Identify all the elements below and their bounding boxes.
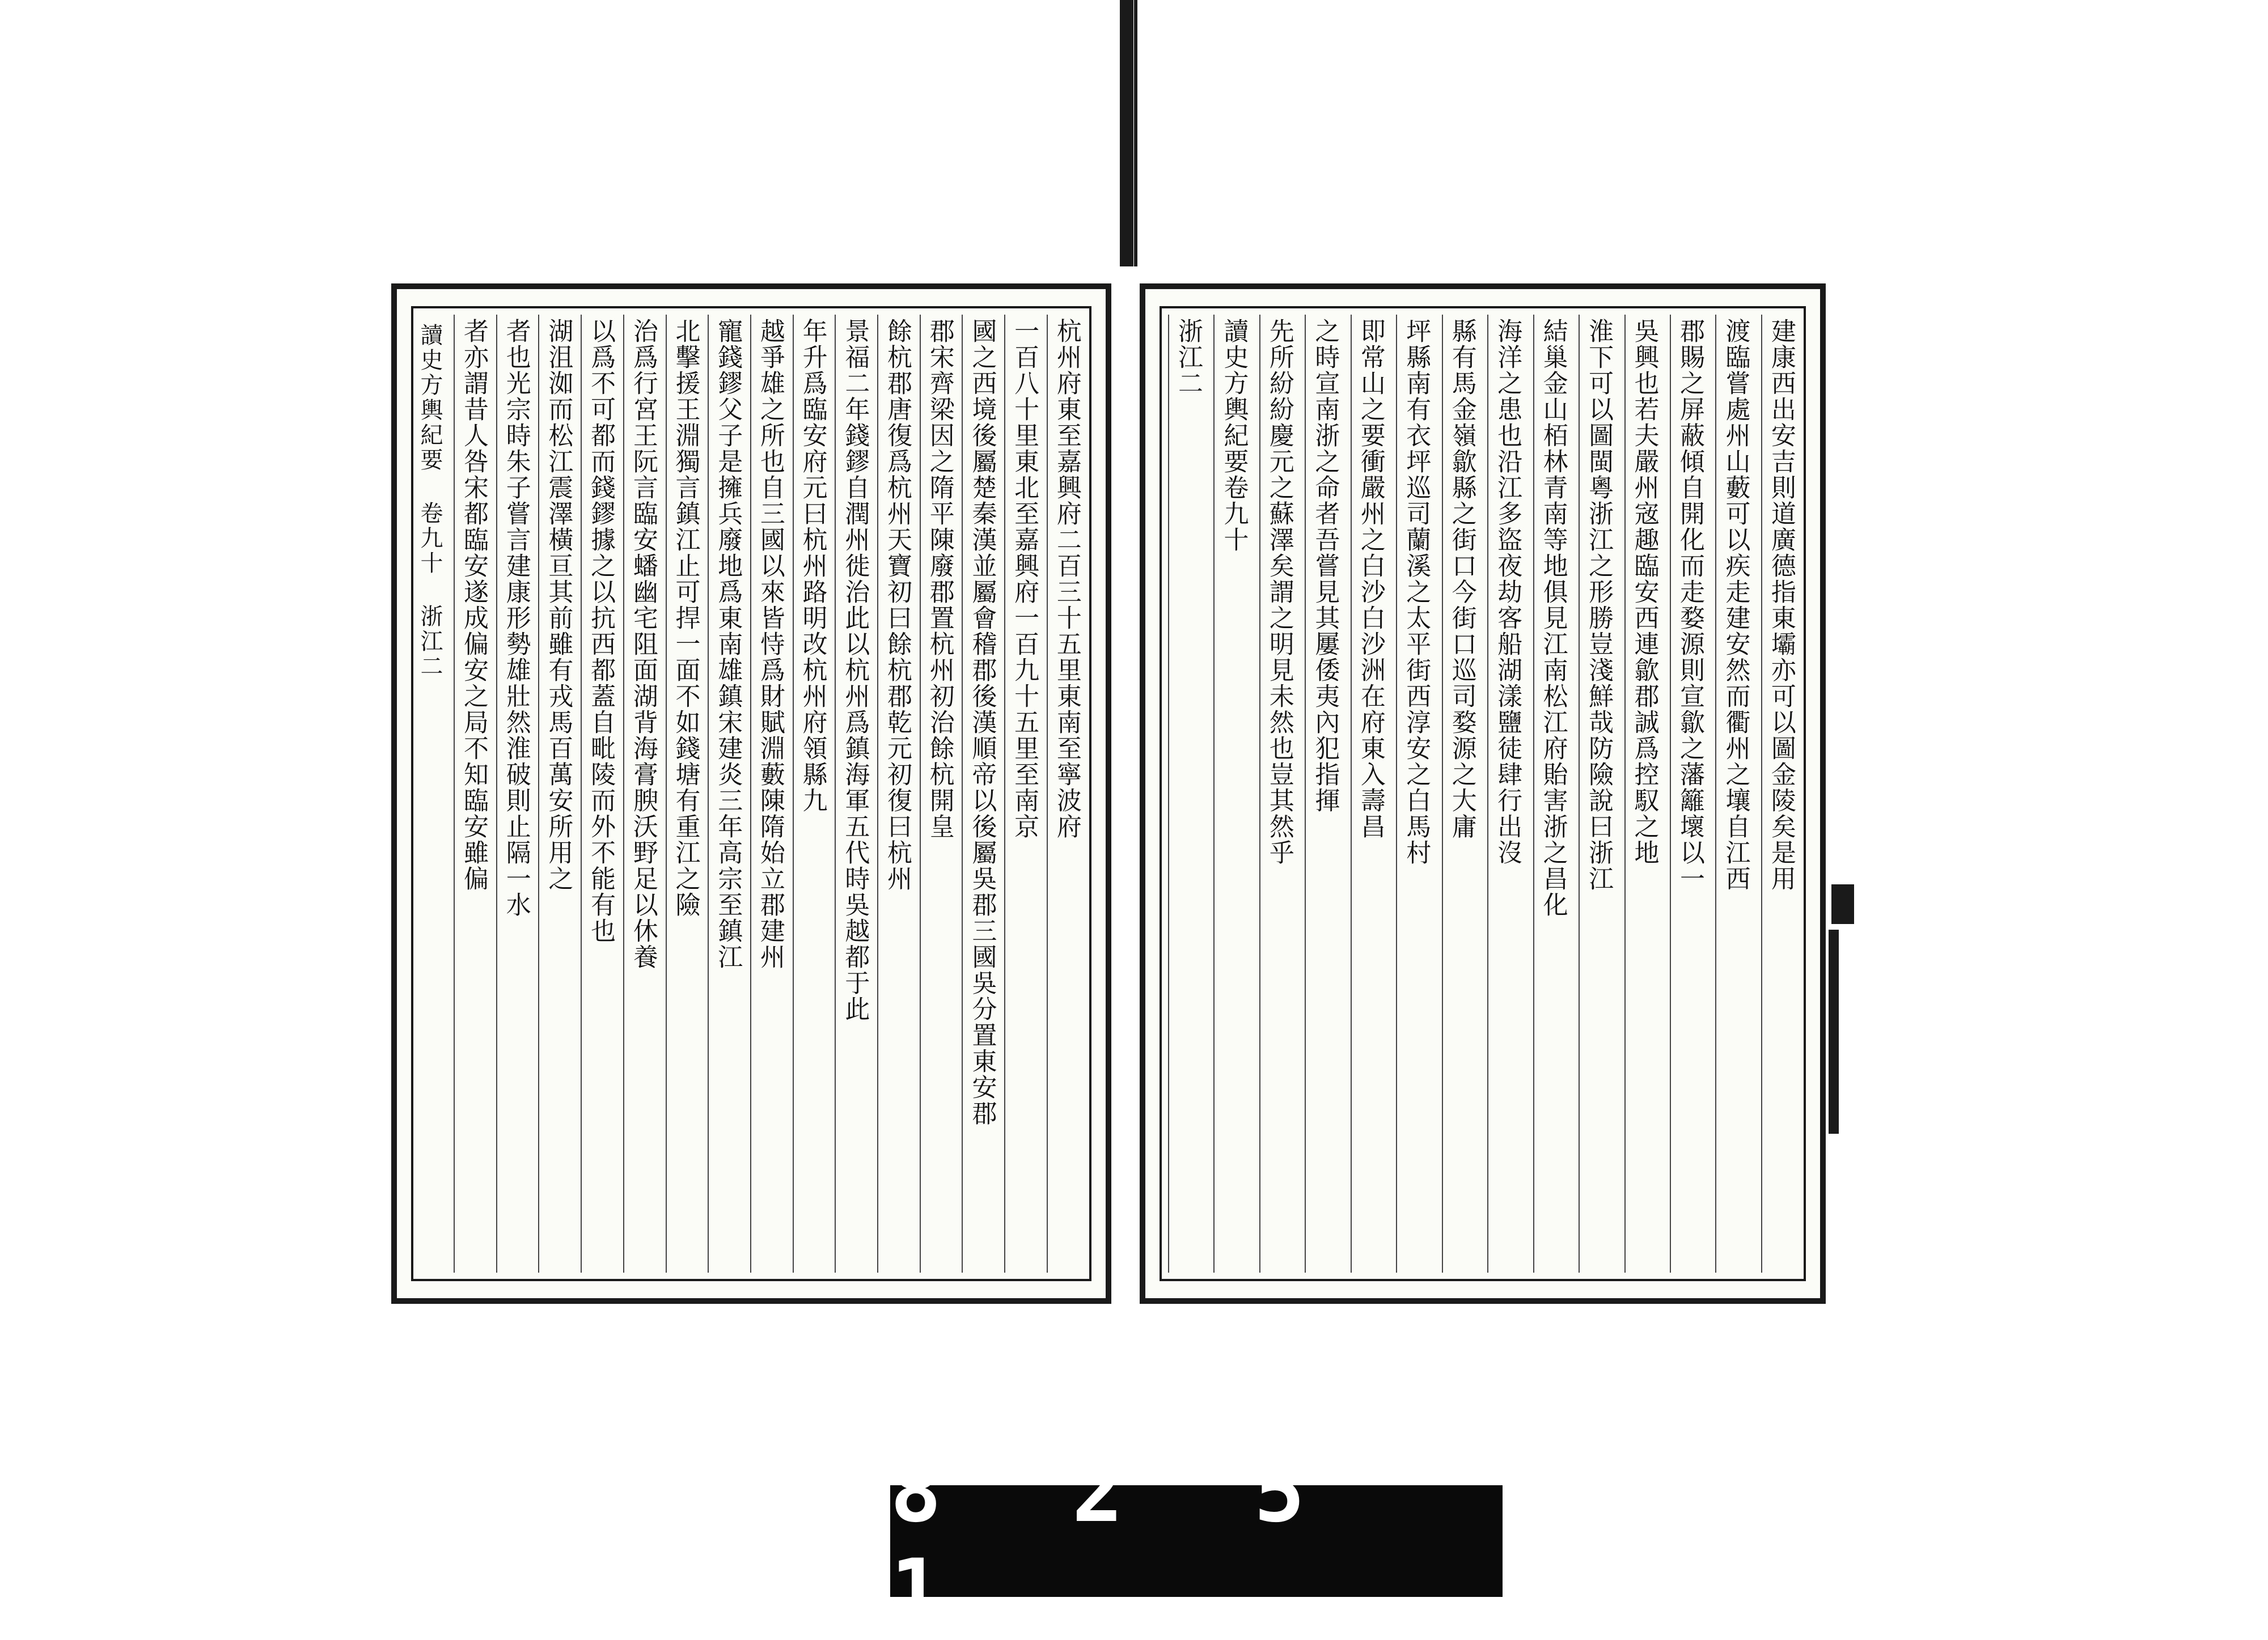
text-column: 杭州府東至嘉興府二百三十五里東南至寧波府 bbox=[1047, 315, 1083, 1273]
text-column: 國之西境後屬楚秦漢並屬會稽郡後漢順帝以後屬吳郡三國吳分置東安郡 bbox=[962, 315, 998, 1273]
text-column: 渡臨嘗處州山藪可以疾走建安然而衢州之壤自江西 bbox=[1715, 315, 1751, 1273]
text-column: 郡賜之屏蔽傾自開化而走婺源則宣歙之藩籬壞以一 bbox=[1670, 315, 1706, 1273]
text-column: 一百八十里東北至嘉興府一百九十五里至南京 bbox=[1004, 315, 1040, 1273]
text-column: 即常山之要衝嚴州之白沙白沙洲在府東入壽昌 bbox=[1351, 315, 1387, 1273]
page-number-text: 8 2 5 1 bbox=[890, 1442, 1345, 1640]
right-page bbox=[1140, 283, 1826, 1304]
right-page-text bbox=[1168, 315, 1797, 1273]
page-number-label bbox=[890, 1442, 1503, 1640]
text-column: 吳興也若夫嚴州宼趣臨安西連歙郡誠爲控馭之地 bbox=[1624, 315, 1661, 1273]
text-column: 者亦謂昔人咎宋都臨安遂成偏安之局不知臨安雖偏 bbox=[454, 315, 490, 1273]
text-column: 建康西出安吉則道廣德指東壩亦可以圖金陵矣是用 bbox=[1761, 315, 1797, 1273]
text-column: 淮下可以圖閩粵浙江之形勝豈淺鮮哉防險說曰浙江 bbox=[1579, 315, 1615, 1273]
text-column: 年升爲臨安府元曰杭州路明改杭州府領縣九 bbox=[793, 315, 829, 1273]
fold-edge-mark bbox=[1829, 930, 1839, 1134]
text-column: 先所紛紛慶元之蘇澤矣謂之明見未然也豈其然乎 bbox=[1259, 315, 1296, 1273]
left-page-text bbox=[454, 315, 1083, 1273]
text-column: 者也光宗時朱子嘗言建康形勢雄壯然淮破則止隔一水 bbox=[496, 315, 532, 1273]
section-title-column: 浙江二 bbox=[1168, 315, 1204, 1273]
text-column: 寵錢鏐父子是擁兵廢地爲東南雄鎮宋建炎三年高宗至鎮江 bbox=[708, 315, 744, 1273]
text-column: 景福二年錢鏐自潤州徙治此以杭州爲鎮海軍五代時吳越都于此 bbox=[835, 315, 871, 1273]
text-column: 北擊援王淵獨言鎮江止可捍一面不如錢塘有重江之險 bbox=[666, 315, 702, 1273]
text-column: 海洋之患也沿江多盜夜劫客船湖漾鹽徒肆行出沒 bbox=[1487, 315, 1524, 1273]
text-column: 以爲不可都而錢鏐據之以抗西都蓋自毗陵而外不能有也 bbox=[581, 315, 617, 1273]
text-column: 餘杭郡唐復爲杭州天寶初曰餘杭郡乾元初復曰杭州 bbox=[877, 315, 913, 1273]
spine-fold-mark-edge bbox=[1134, 0, 1137, 266]
text-column: 縣有馬金嶺歙縣之街口今街口巡司婺源之大庸 bbox=[1442, 315, 1478, 1273]
fold-corner-mark bbox=[1831, 884, 1854, 924]
text-column: 坪縣南有衣坪巡司蘭溪之太平街西淳安之白馬村 bbox=[1396, 315, 1432, 1273]
text-column: 治爲行宮王阮言臨安蟠幽宅阻面湖背海膏腴沃野足以休養 bbox=[623, 315, 659, 1273]
text-column: 越爭雄之所也自三國以來皆恃爲財賦淵藪陳隋始立郡建州 bbox=[750, 315, 786, 1273]
left-page bbox=[391, 283, 1111, 1304]
spine-fold-mark bbox=[1120, 0, 1133, 266]
left-page-margin-label: 讀史方輿紀要 卷九十 浙江二 bbox=[417, 323, 443, 679]
text-column: 之時宣南浙之命者吾嘗見其屢倭夷內犯指揮 bbox=[1305, 315, 1341, 1273]
text-column: 湖沮洳而松江震澤橫亘其前雖有戎馬百萬安所用之 bbox=[538, 315, 574, 1273]
text-column: 郡宋齊梁因之隋平陳廢郡置杭州初治餘杭開皇 bbox=[920, 315, 956, 1273]
chapter-title-column: 讀史方輿紀要卷九十 bbox=[1213, 315, 1250, 1273]
text-column: 結巢金山栢林青南等地俱見江南松江府貽害浙之昌化 bbox=[1533, 315, 1569, 1273]
